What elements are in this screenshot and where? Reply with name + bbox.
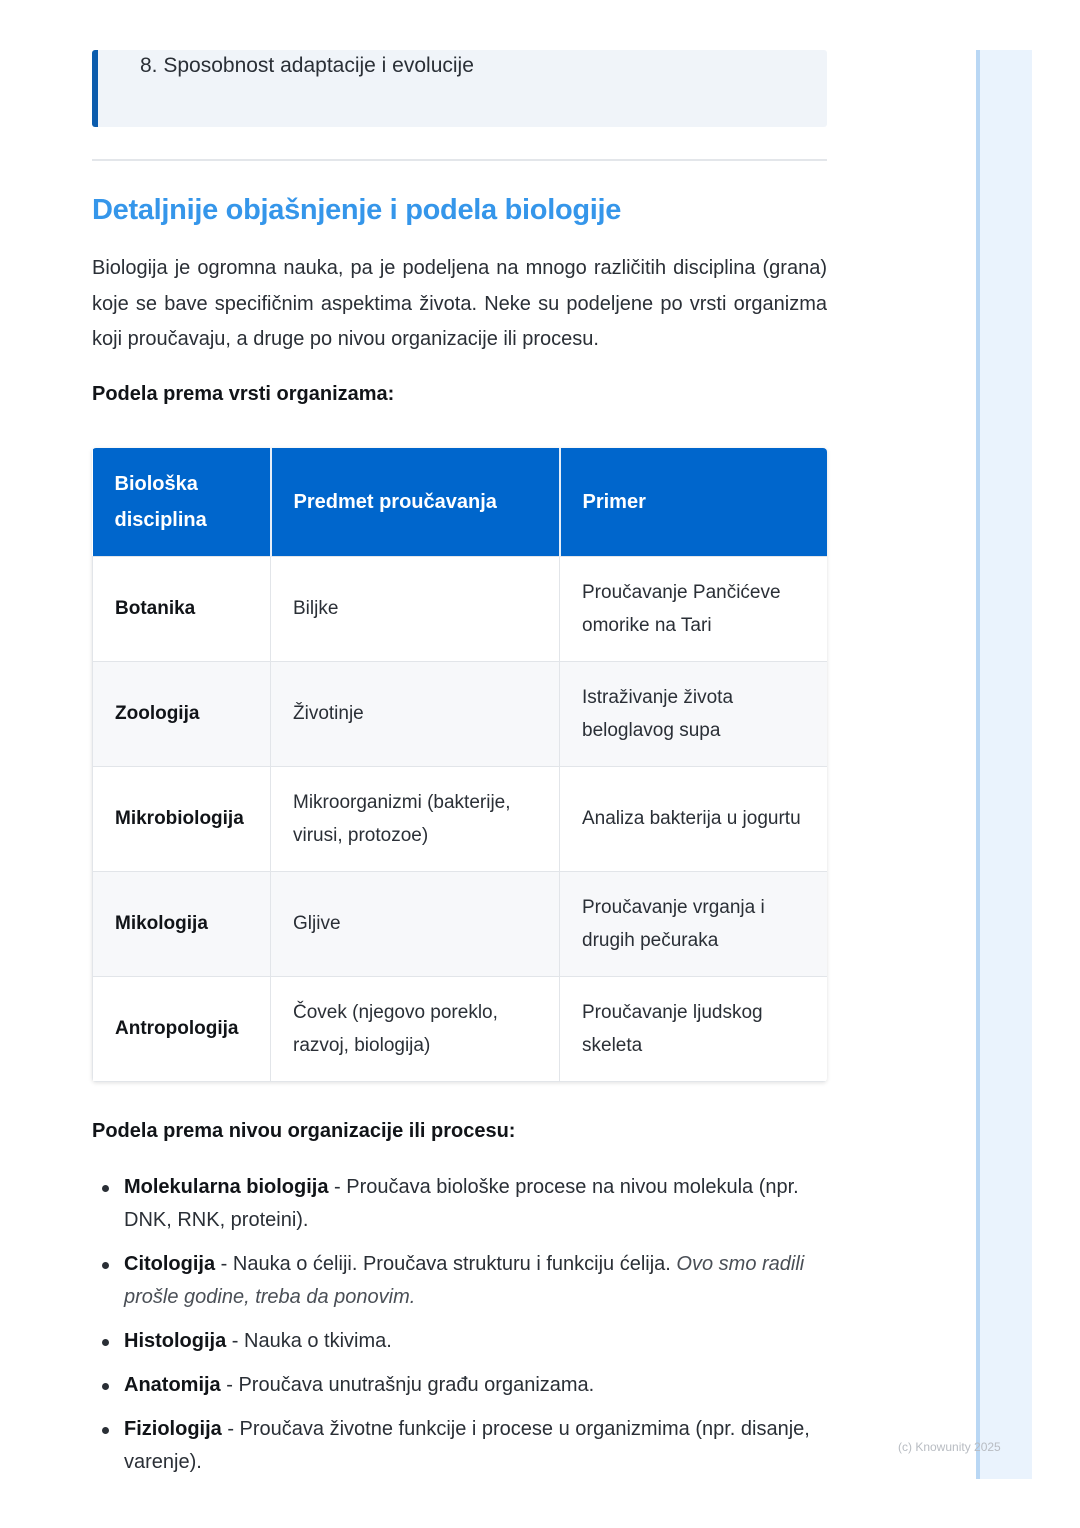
list-item-term: Molekularna biologija <box>124 1176 329 1198</box>
list-item <box>92 1325 827 1358</box>
table-cell: Mikrobiologija <box>93 766 271 871</box>
table-cell: Analiza bakterija u jogurtu <box>560 766 828 871</box>
list-item-term: Anatomija <box>124 1374 221 1396</box>
list-item-term: Fiziologija <box>124 1418 222 1440</box>
table-cell: Proučavanje vrganja i drugih pečuraka <box>560 871 828 976</box>
list-item <box>92 1171 827 1237</box>
table-cell: Čovek (njegovo poreklo, razvoj, biologija) <box>271 976 560 1081</box>
table-cell: Biljke <box>271 556 560 661</box>
table-row <box>93 976 828 1081</box>
list-item-desc: - Nauka o tkivima. <box>226 1330 392 1352</box>
list-item-term: Histologija <box>124 1330 227 1352</box>
intro-paragraph: Biologija je ogromna nauka, pa je podeljena na mnogo različitih disciplina (grana) koje se bave specifičnim aspektima života. Neke su podeljene po vrsti organizma koji proučavaju, a druge po nivou organizacije ili procesu. <box>92 257 827 350</box>
table-header-row <box>93 448 828 556</box>
table-row <box>93 661 828 766</box>
table-cell: Antropologija <box>93 976 271 1081</box>
section-title: Detaljnije objašnjenje i podela biologije <box>92 194 622 226</box>
table-row <box>93 766 828 871</box>
discipline-list <box>92 1171 827 1490</box>
table-cell: Gljive <box>271 871 560 976</box>
side-panel <box>976 50 1032 1479</box>
table-header: Primer <box>560 448 828 556</box>
list-item <box>92 1369 827 1402</box>
list-item-desc: - Proučava unutrašnju građu organizama. <box>220 1374 595 1396</box>
list-item <box>92 1413 827 1479</box>
discipline-table <box>92 448 827 1082</box>
table-cell: Botanika <box>93 556 271 661</box>
table-cell: Proučavanje Pančićeve omorike na Tari <box>560 556 828 661</box>
table-cell: Istraživanje života beloglavog supa <box>560 661 828 766</box>
list-item-desc: - Nauka o ćeliji. Proučava strukturu i funkciju ćelija. <box>215 1253 677 1275</box>
callout-text: 8. Sposobnost adaptacije i evolucije <box>140 54 474 77</box>
table-cell: Životinje <box>271 661 560 766</box>
table-cell: Zoologija <box>93 661 271 766</box>
section-divider <box>92 159 827 161</box>
callout-box <box>92 50 827 127</box>
table-cell: Mikroorganizmi (bakterije, virusi, protozoe) <box>271 766 560 871</box>
table-row <box>93 871 828 976</box>
list-item-term: Citologija <box>124 1253 216 1275</box>
level-division-heading: Podela prema nivou organizacije ili procesu: <box>92 1120 516 1142</box>
table-cell: Mikologija <box>93 871 271 976</box>
table-row <box>93 556 828 661</box>
table-header: Predmet proučavanja <box>271 448 560 556</box>
list-item-desc: - Proučava životne funkcije i procese u organizmima (npr. disanje, varenje). <box>124 1418 810 1473</box>
organism-division-heading: Podela prema vrsti organizama: <box>92 383 395 405</box>
table-cell: Proučavanje ljudskog skeleta <box>560 976 828 1081</box>
list-item-note: Ovo smo radili prošle godine, treba da ponovim. <box>124 1253 805 1308</box>
table-header: Biološka disciplina <box>93 448 271 556</box>
list-item-desc: - Proučava biološke procese na nivou molekula (npr. DNK, RNK, proteini). <box>124 1176 799 1231</box>
watermark: (c) Knowunity 2025 <box>898 1440 1001 1454</box>
list-item <box>92 1248 827 1314</box>
